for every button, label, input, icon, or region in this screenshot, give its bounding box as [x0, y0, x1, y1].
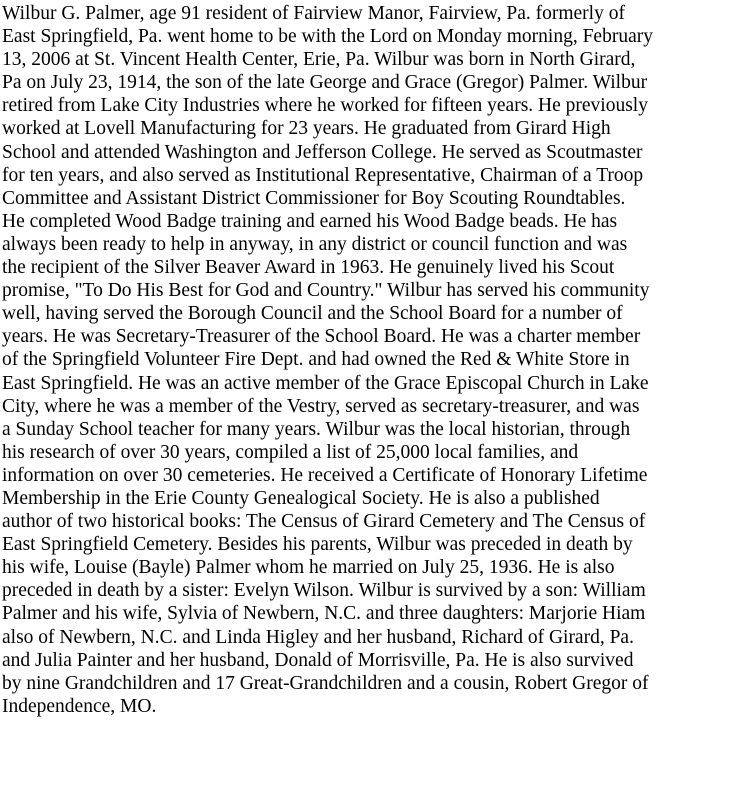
text-line: information on over 30 cemeteries. He received a Certificate of Honorary Lifetime — [2, 464, 648, 486]
text-line: his wife, Louise (Bayle) Palmer whom he married on July 25, 1936. He is also — [2, 557, 615, 579]
obituary-text — [2, 2, 751, 718]
text-line: a Sunday School teacher for many years. Wilbur was the local historian, through — [2, 418, 631, 440]
text-line: preceded in death by a sister: Evelyn Wilson. Wilbur is survived by a son: William — [2, 580, 646, 602]
text-line: the recipient of the Silver Beaver Award in 1963. He genuinely lived his Scout — [2, 257, 615, 279]
text-line: his research of over 30 years, compiled a list of 25,000 local families, and — [2, 441, 579, 463]
text-line: Membership in the Erie County Genealogical Society. He is also a published — [2, 487, 600, 509]
text-line: Committee and Assistant District Commissioner for Boy Scouting Roundtables. — [2, 187, 626, 209]
text-line: for ten years, and also served as Institutional Representative, Chairman of a Troop — [2, 164, 644, 186]
text-line: well, having served the Borough Council and the School Board for a number of — [2, 303, 623, 325]
text-line: Pa on July 23, 1914, the son of the late George and Grace (Gregor) Palmer. Wilbur — [2, 72, 648, 94]
text-line: East Springfield, Pa. went home to be with the Lord on Monday morning, February — [2, 26, 653, 48]
text-line: City, where he was a member of the Vestry, served as secretary-treasurer, and was — [2, 395, 640, 417]
text-line: Independence, MO. — [2, 695, 157, 717]
text-line: School and attended Washington and Jefferson College. He served as Scoutmaster — [2, 141, 643, 163]
text-line: East Springfield. He was an active member of the Grace Episcopal Church in Lake — [2, 372, 649, 394]
text-line: and Julia Painter and her husband, Donald of Morrisville, Pa. He is also survived — [2, 649, 634, 671]
text-line: retired from Lake City Industries where he worked for fifteen years. He previously — [2, 95, 648, 117]
text-line: promise, "To Do His Best for God and Country." Wilbur has served his community — [2, 280, 650, 302]
text-line: He completed Wood Badge training and earned his Wood Badge beads. He has — [2, 210, 618, 232]
text-line: author of two historical books: The Census of Girard Cemetery and The Census of — [2, 511, 646, 533]
text-line: also of Newbern, N.C. and Linda Higley and her husband, Richard of Girard, Pa. — [2, 626, 634, 648]
text-line: worked at Lovell Manufacturing for 23 years. He graduated from Girard High — [2, 118, 611, 140]
text-line: East Springfield Cemetery. Besides his parents, Wilbur was preceded in death by — [2, 534, 633, 556]
text-line: always been ready to help in anyway, in any district or council function and was — [2, 233, 628, 255]
text-line: Wilbur G. Palmer, age 91 resident of Fairview Manor, Fairview, Pa. formerly of — [2, 3, 625, 24]
text-line: years. He was Secretary-Treasurer of the School Board. He was a charter member — [2, 326, 641, 348]
text-line: Palmer and his wife, Sylvia of Newbern, N.C. and three daughters: Marjorie Hiam — [2, 603, 646, 625]
text-line: of the Springfield Volunteer Fire Dept. and had owned the Red & White Store in — [2, 349, 630, 371]
text-line: 13, 2006 at St. Vincent Health Center, Erie, Pa. Wilbur was born in North Girard, — [2, 49, 636, 71]
text-line: by nine Grandchildren and 17 Great-Grandchildren and a cousin, Robert Gregor of — [2, 672, 649, 694]
